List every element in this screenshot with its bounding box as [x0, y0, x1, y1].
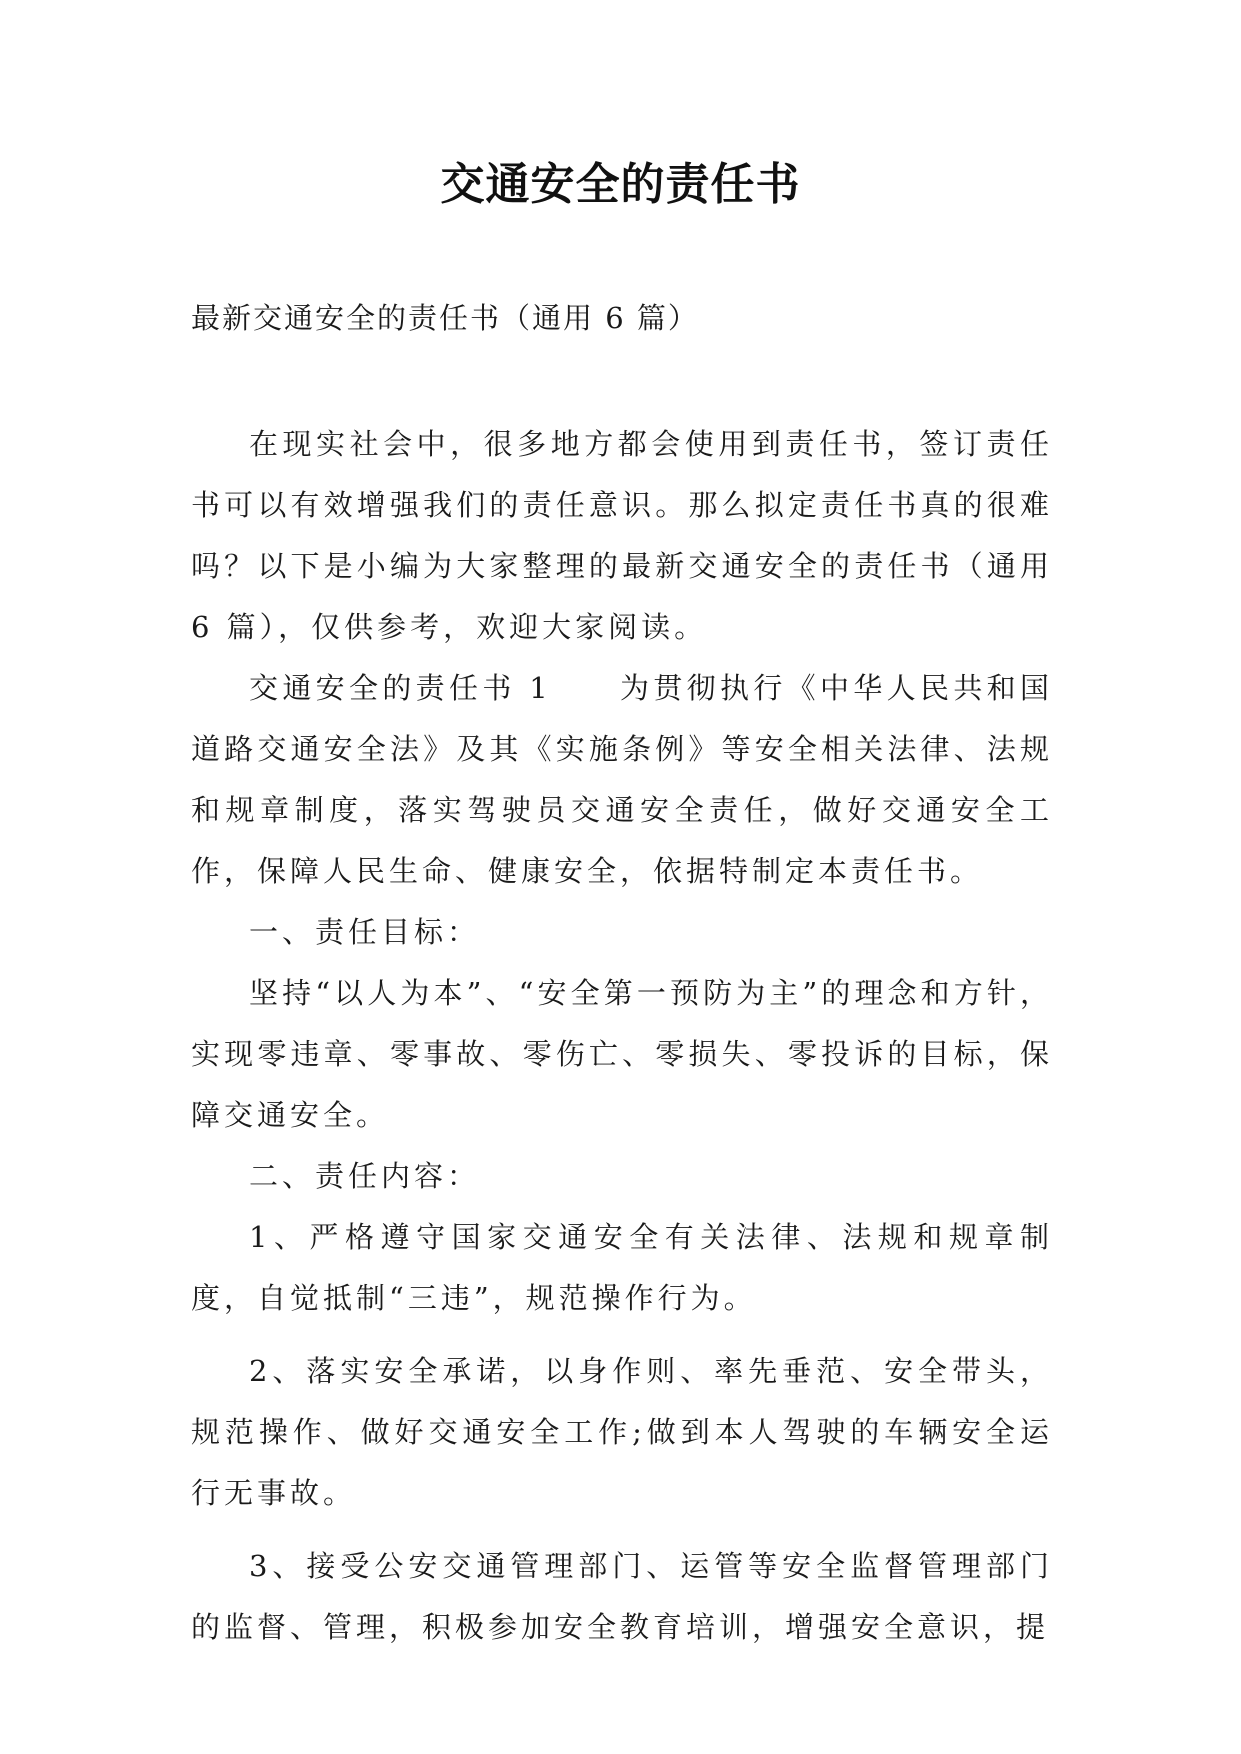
goal-paragraph: 坚持“以人为本”、“安全第一预防为主”的理念和方针，实现零违章、零事故、零伤亡、零损失、零投诉的目标，保障交通安全。 [191, 976, 1053, 1132]
section-paragraph [191, 658, 1053, 902]
content-item-2: 2、落实安全承诺，以身作则、率先垂范、安全带头，规范操作、做好交通安全工作;做到本人驾驶的车辆安全运行无事故。 [191, 1354, 1053, 1510]
document-body [191, 414, 1053, 1658]
document-title: 交通安全的责任书 [440, 159, 801, 210]
content-heading: 二、责任内容： [249, 1159, 481, 1193]
intro-paragraph: 在现实社会中，很多地方都会使用到责任书，签订责任书可以有效增强我们的责任意识。那么拟定责任书真的很难吗？以下是小编为大家整理的最新交通安全的责任书（通用6 篇），仅供参考，欢迎大家阅读。 [191, 427, 1053, 644]
section-heading: 交通安全的责任书 1 [249, 671, 552, 705]
content-item-1: 1、严格遵守国家交通安全有关法律、法规和规章制度，自觉抵制“三违”，规范操作行为。 [191, 1220, 1053, 1315]
document-subtitle: 最新交通安全的责任书（通用 6 篇） [191, 301, 699, 335]
goal-heading: 一、责任目标： [249, 915, 481, 949]
section-body-text: 为贯彻执行《中华人民共和国道路交通安全法》及其《实施条例》等安全相关法律、法规和规章制度，落实驾驶员交通安全责任，做好交通安全工作，保障人民生命、健康安全，依据特制定本责任书。 [191, 671, 1053, 888]
content-item-3: 3、接受公安交通管理部门、运管等安全监督管理部门的监督、管理，积极参加安全教育培训，增强安全意识，提 [191, 1549, 1053, 1644]
